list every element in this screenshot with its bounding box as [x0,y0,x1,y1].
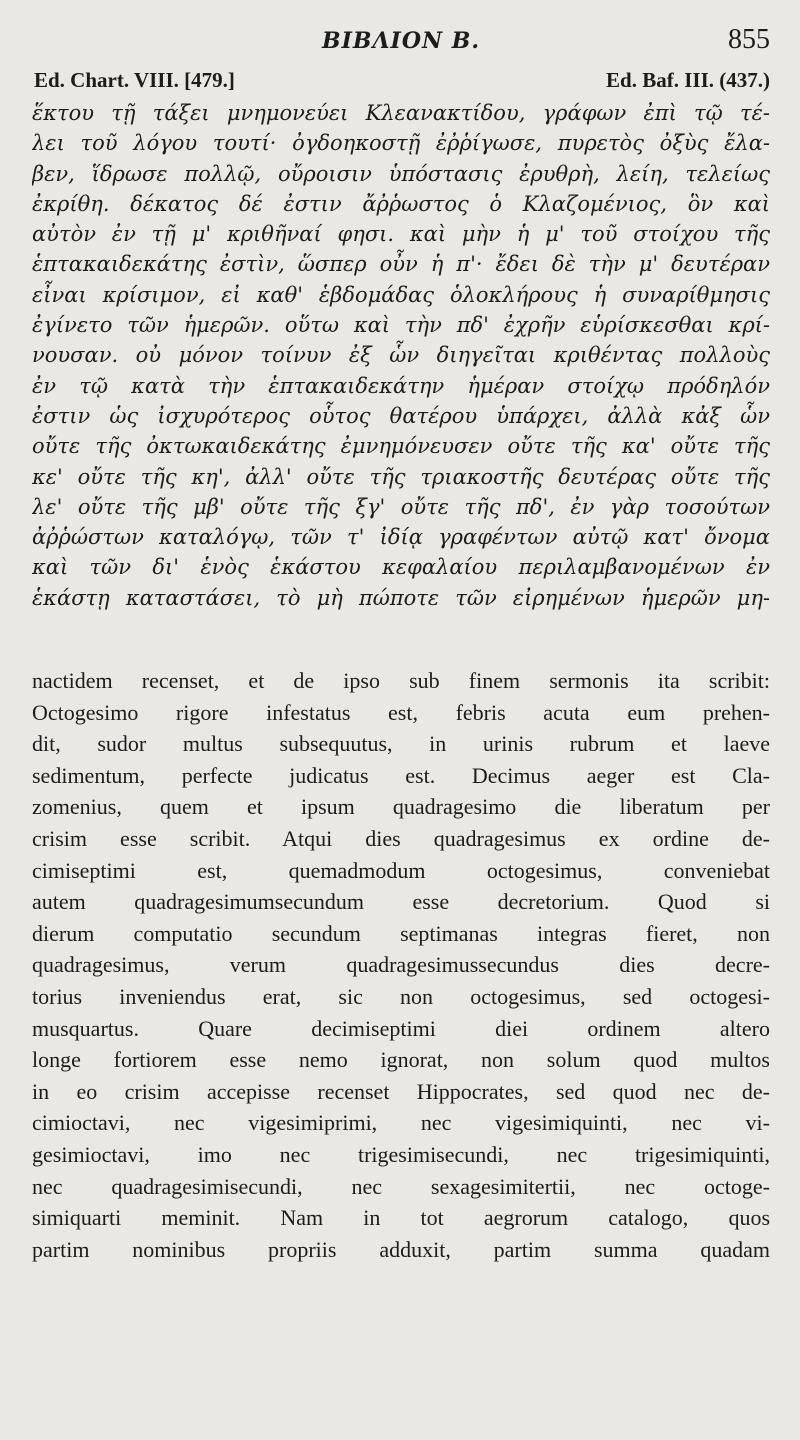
edition-line [32,64,770,98]
greek-text-line: οὔτε τῆς ὀκτωκαιδεκάτης ἐμνημόνευσεν οὔτε τῆς κα' οὔτε τῆς [32,434,770,459]
edition-chartier: Ed. Chart. VIII. [479.] [34,68,235,92]
greek-text-line: λε' οὔτε τῆς μβ' οὔτε τῆς ξγ' οὔτε τῆς πδ', ἐν γὰρ τοσούτων [32,494,770,519]
latin-text-line: autem quadragesimumsecundum esse decretorium. Quod si [32,889,770,915]
greek-text-line: ἕκτου τῇ τάξει μνημονεύει Κλεανακτίδου, γράφων ἐπὶ τῷ τέ- [32,101,770,125]
edition-basel: Ed. Baf. III. (437.) [606,68,770,92]
greek-text-line: ἑπτακαιδεκάτης ἐστὶν, ὥσπερ οὖν ἡ π'· ἔδει δὲ τὴν μ' δευτέραν [32,252,770,277]
greek-text-line: αὐτὸν ἐν τῇ μ' κριθῆναί φησι. καὶ μὴν ἡ μ' τοῦ στοίχου τῆς [32,222,770,247]
latin-text-line: zomenius, quem et ipsum quadragesimo die liberatum per [32,794,770,820]
page-number: 855 [728,24,770,55]
greek-text-line: ἑκάστῃ καταστάσει, τὸ μὴ πώποτε τῶν εἰρημένων ἡμερῶν μη- [32,585,770,610]
latin-text-line: quadragesimus, verum quadragesimussecundus dies decre- [32,952,770,978]
latin-text-line: cimioctavi, nec vigesimiprimi, nec vigesimiquinti, nec vi- [32,1110,770,1136]
greek-text-line: λει τοῦ λόγου τουτί· ὀγδοηκοστῇ ἐῤῥίγωσε, πυρετὸς ὀξὺς ἔλα- [32,131,770,156]
latin-text-line: sedimentum, perfecte judicatus est. Decimus aeger est Cla- [32,762,770,788]
greek-text-line: ἀῤῥώστων καταλόγῳ, τῶν τ' ἰδίᾳ γραφέντων αὐτῷ κατ' ὄνομα [32,525,770,550]
latin-text-line: cimiseptimi est, quemadmodum octogesimus, conveniebat [32,857,770,883]
greek-text-line: ἐν τῷ κατὰ τὴν ἑπτακαιδεκάτην ἡμέραν στοίχῳ πρόδηλόν [32,373,770,398]
latin-text-line: Octogesimo rigore infestatus est, febris acuta eum prehen- [32,699,770,725]
latin-text-line: nactidem recenset, et de ipso sub finem sermonis ita scribit: [32,668,770,694]
greek-text-line: βεν, ἵδρωσε πολλῷ, οὔροισιν ὑπόστασις ἐρυθρὴ, λείη, τελείως [32,161,770,186]
latin-text-line: musquartus. Quare decimiseptimi diei ordinem altero [32,1015,770,1041]
section-gap [32,613,770,665]
latin-text-line: in eo crisim accepisse recenset Hippocrates, sed quod nec de- [32,1078,770,1104]
greek-text-line: νουσαν. οὐ μόνον τοίνυν ἐξ ὧν διηγεῖται κριθέντας πολλοὺς [32,343,770,368]
greek-text-line: ἐστιν ὡς ἰσχυρότερος οὗτος θατέρου ὑπάρχει, ἀλλὰ κἀξ ὧν [32,403,770,428]
latin-text-line: torius inveniendus erat, sic non octogesimus, sed octogesi- [32,983,770,1009]
greek-text-line: κε' οὔτε τῆς κη', ἀλλ' οὔτε τῆς τριακοστῆς δευτέρας οὔτε τῆς [32,464,770,489]
running-title: ΒΙΒΛΙΟΝ Β. [321,28,481,54]
latin-text-line: dit, sudor multus subsequutus, in urinis rubrum et laeve [32,731,770,757]
latin-text-line: simiquarti meminit. Nam in tot aegrorum catalogo, quos [32,1205,770,1231]
latin-text-line: nec quadragesimisecundi, nec sexagesimitertii, nec octoge- [32,1173,770,1199]
latin-text-line: gesimioctavi, imo nec trigesimisecundi, nec trigesimiquinti, [32,1141,770,1167]
greek-text-line: καὶ τῶν δι' ἑνὸς ἑκάστου κεφαλαίου περιλαμβανομένων ἐν [32,555,770,580]
latin-text-block [32,665,770,1265]
greek-text-line: εἶναι κρίσιμον, εἰ καθ' ἑβδομάδας ὁλοκλήρους ἡ συναρίθμησις [32,282,770,307]
running-head [32,24,770,64]
latin-text-line: partim nominibus propriis adduxit, partim summa quadam [32,1236,770,1262]
greek-text-line: ἐγίνετο τῶν ἡμερῶν. οὕτω καὶ τὴν πδ' ἐχρῆν εὑρίσκεσθαι κρί- [32,313,770,338]
latin-text-line: longe fortiorem esse nemo ignorat, non solum quod multos [32,1047,770,1073]
latin-text-line: dierum computatio secundum septimanas integras fieret, non [32,920,770,946]
greek-text-line: ἐκρίθη. δέκατος δέ ἐστιν ἄῤῥωστος ὁ Κλαζομένιος, ὃν καὶ [32,191,770,216]
latin-text-line: crisim esse scribit. Atqui dies quadragesimus ex ordine de- [32,826,770,852]
greek-text-block [32,98,770,613]
